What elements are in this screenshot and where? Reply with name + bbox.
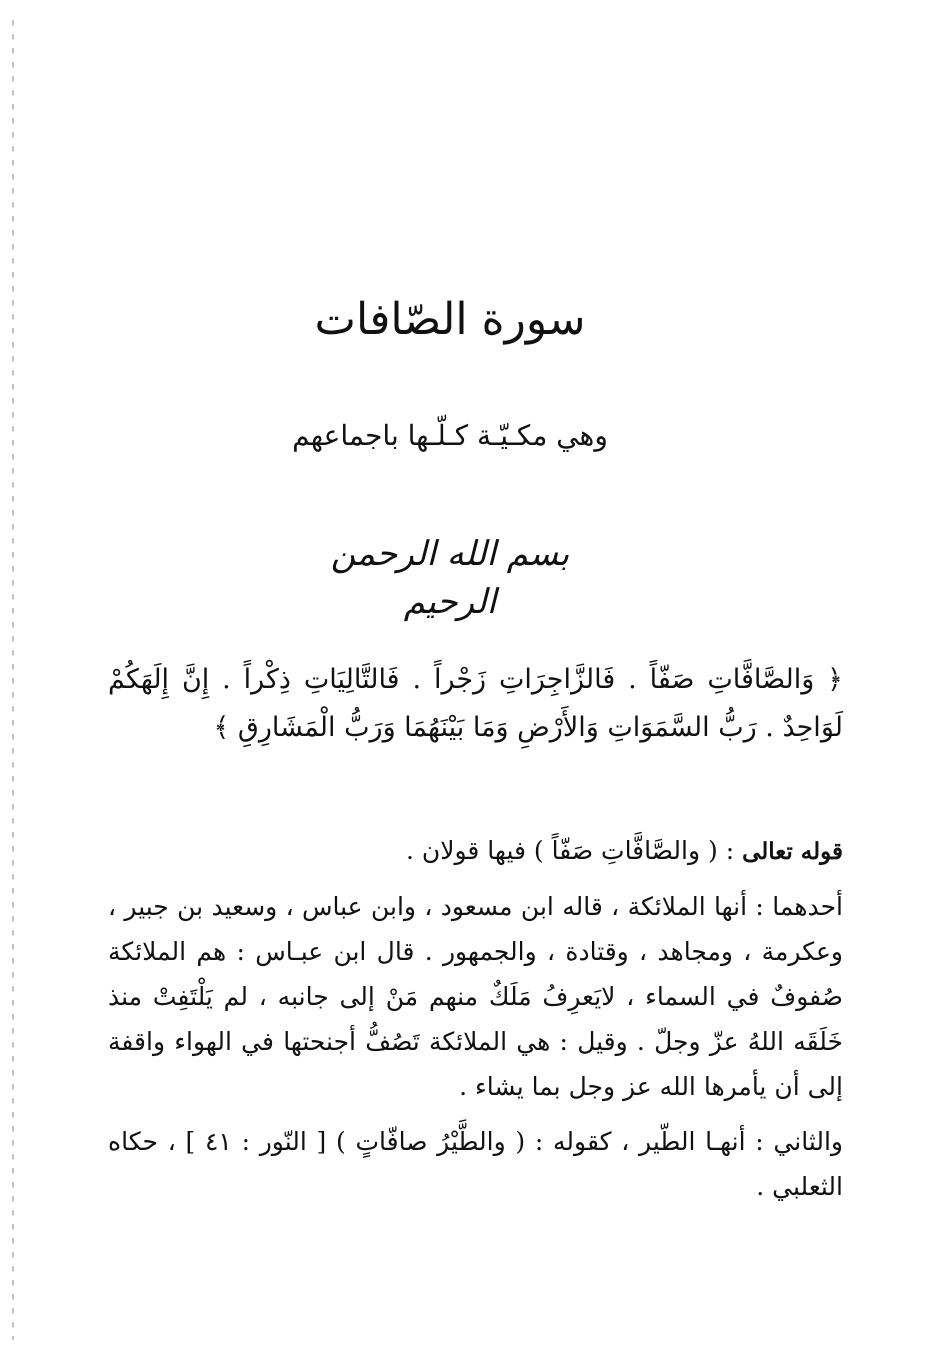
surah-title: سورة الصّافات [314, 294, 586, 345]
intro-text: : ( والصَّافَّاتِ صَفّاً ) فيها قولان . [405, 836, 735, 865]
scan-margin-dots [12, 20, 14, 1340]
commentary-intro [108, 828, 843, 874]
first-opinion-paragraph: أحدهما : أنها الملائكة ، قاله ابن مسعود ، وابن عباس ، وسعيد بن جبير ، وعكرمة ، ومجاهد ، وقتادة ، والجمهور . قال ابن عبـاس : هم الملائكة صُفوفٌ في السماء ، لايَعرِفُ مَلَكٌ منهم مَنْ إلى جانبه ، لم يَلْتَفِتْ منذ خَلَقَه اللهُ عزّ وجلّ . وقيل : هي الملائكة تَصُفُّ أجنحتها في الهواء واقفة إلى أن يأمرها الله عز وجل بما يشاء . [108, 892, 843, 1101]
intro-label: قوله تعالى [742, 838, 843, 865]
basmala: بسم الله الرحمن الرحيم [330, 534, 570, 622]
quran-verse: ﴿ وَالصَّافَّاتِ صَفّاً . فَالزَّاجِرَاتِ زَجْراً . فَالتَّالِيَاتِ ذِكْراً . إِنَّ إِلَهَكُمْ لَوَاحِدٌ . رَبُّ السَّمَوَاتِ وَالأَرْضِ وَمَا بَيْنَهُمَا وَرَبُّ الْمَشَارِقِ ﴾ [108, 664, 843, 743]
commentary-block [108, 828, 843, 1219]
second-opinion-paragraph: والثاني : أنهـا الطّير ، كقوله : ( والطَّيْرُ صافّاتٍ ) [ النّور : ٤١ ] ، حكاه الثعلبي . [108, 1127, 843, 1201]
surah-subtitle: وهي مكـيّـة كـلّـها باجماعهم [292, 419, 608, 452]
